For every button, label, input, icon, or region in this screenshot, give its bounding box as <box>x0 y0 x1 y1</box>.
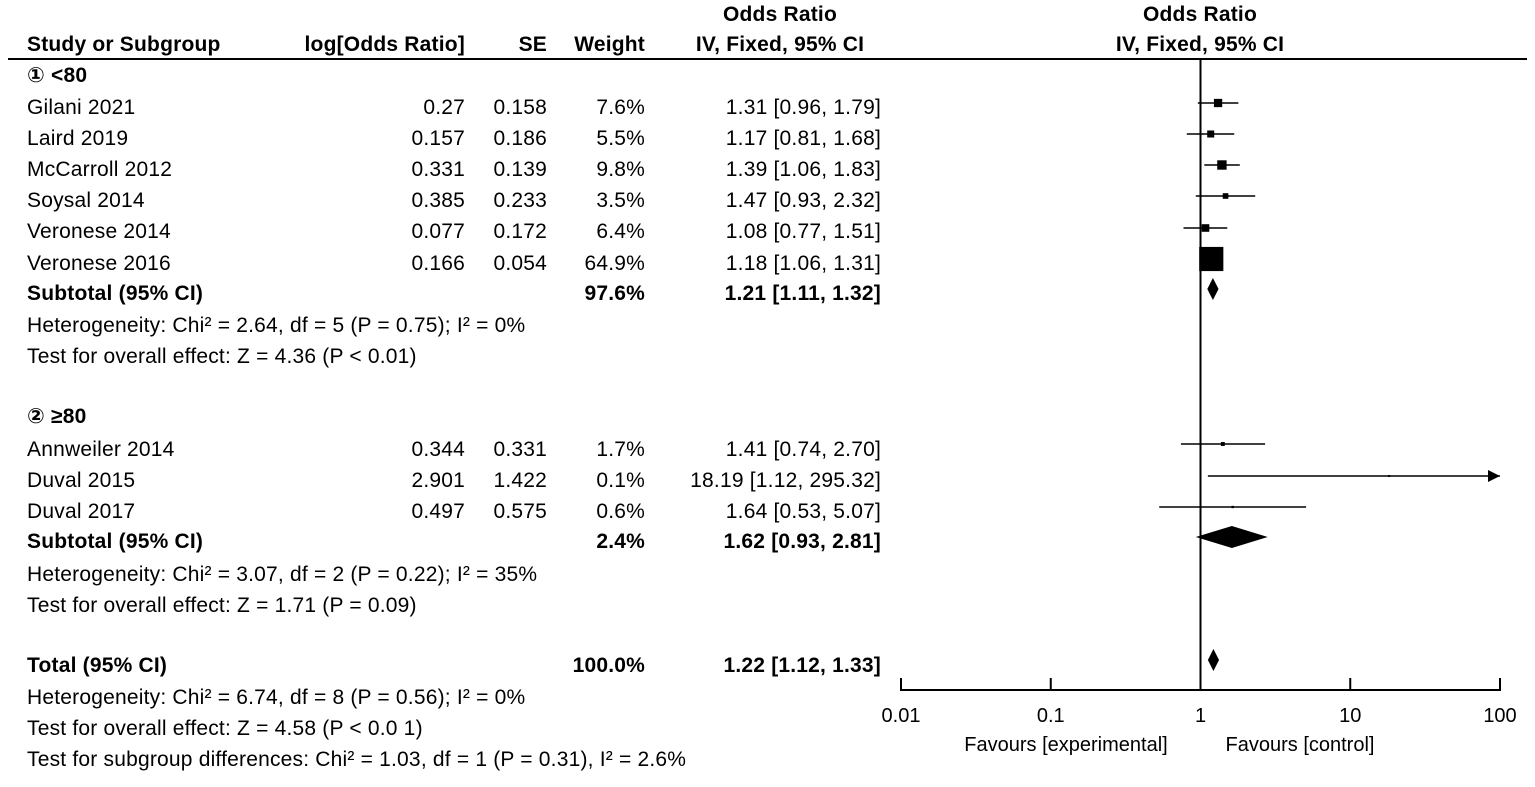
subtotal-ci: 1.21 [1.11, 1.32] <box>724 282 881 305</box>
point-estimate <box>1199 247 1223 271</box>
ci-arrow <box>1488 470 1500 482</box>
study-se: 0.233 <box>493 189 547 212</box>
header-study: Study or Subgroup <box>27 33 221 56</box>
study-weight: 7.6% <box>596 96 645 119</box>
study-weight: 9.8% <box>596 158 645 181</box>
study-name: Duval 2015 <box>27 469 136 492</box>
study-log-or: 0.077 <box>411 220 465 243</box>
study-weight: 1.7% <box>596 438 645 461</box>
study-se: 0.139 <box>493 158 547 181</box>
total-weight: 100.0% <box>572 654 645 677</box>
study-ci: 1.64 [0.53, 5.07] <box>725 500 881 523</box>
x-tick-label: 1 <box>1194 705 1207 727</box>
point-estimate <box>1217 160 1226 169</box>
study-name: McCarroll 2012 <box>27 158 173 181</box>
header-log-or: log[Odds Ratio] <box>304 33 465 56</box>
study-name: Gilani 2021 <box>27 96 136 119</box>
study-weight: 5.5% <box>596 127 645 150</box>
favours-left-label: Favours [experimental] <box>964 734 1168 756</box>
study-name: Veronese 2016 <box>27 252 171 275</box>
subtotal-weight: 2.4% <box>596 530 645 553</box>
total-label: Total (95% CI) <box>27 654 168 677</box>
study-log-or: 0.344 <box>411 438 465 461</box>
study-se: 1.422 <box>493 469 547 492</box>
study-log-or: 0.166 <box>411 252 465 275</box>
subtotal-weight: 97.6% <box>584 282 645 305</box>
study-name: Soysal 2014 <box>27 189 145 212</box>
header-plot-title: Odds Ratio <box>1142 3 1257 26</box>
study-name: Duval 2017 <box>27 500 136 523</box>
study-se: 0.054 <box>493 252 547 275</box>
study-log-or: 0.27 <box>423 96 465 119</box>
study-weight: 64.9% <box>584 252 645 275</box>
point-estimate <box>1388 475 1390 477</box>
x-tick-label: 0.01 <box>881 705 921 727</box>
favours-right-label: Favours [control] <box>1225 734 1375 756</box>
study-weight: 0.1% <box>596 469 645 492</box>
total-overall-effect-text: Test for overall effect: Z = 4.58 (P < 0.0 1) <box>27 717 423 740</box>
point-estimate <box>1214 99 1222 107</box>
subtotal-diamond <box>1207 278 1218 300</box>
plot-marks <box>1159 99 1500 671</box>
study-ci: 18.19 [1.12, 295.32] <box>690 469 881 492</box>
study-ci: 1.08 [0.77, 1.51] <box>725 220 881 243</box>
subgroup-differences-text: Test for subgroup differences: Chi² = 1.03, df = 1 (P = 0.31), I² = 2.6% <box>27 748 687 771</box>
study-ci: 1.31 [0.96, 1.79] <box>725 96 881 119</box>
overall-effect-text: Test for overall effect: Z = 1.71 (P = 0.09) <box>27 594 417 617</box>
point-estimate <box>1202 224 1210 232</box>
study-ci: 1.39 [1.06, 1.83] <box>725 158 881 181</box>
subtotal-ci: 1.62 [0.93, 2.81] <box>723 530 881 553</box>
total-ci: 1.22 [1.12, 1.33] <box>723 654 881 677</box>
study-name: Veronese 2014 <box>27 220 171 243</box>
study-se: 0.331 <box>493 438 547 461</box>
study-log-or: 2.901 <box>411 469 465 492</box>
study-weight: 6.4% <box>596 220 645 243</box>
total-diamond <box>1208 649 1219 671</box>
header-or-method: IV, Fixed, 95% CI <box>695 33 865 56</box>
header-weight: Weight <box>574 33 645 56</box>
subtotal-label: Subtotal (95% CI) <box>27 530 204 553</box>
heterogeneity-text: Heterogeneity: Chi² = 2.64, df = 5 (P = 0.75); I² = 0% <box>27 314 526 337</box>
group-2-label: ② ≥80 <box>27 405 87 428</box>
heterogeneity-text: Heterogeneity: Chi² = 3.07, df = 2 (P = 0.22); I² = 35% <box>27 563 538 586</box>
study-name: Laird 2019 <box>27 127 129 150</box>
study-ci: 1.17 [0.81, 1.68] <box>725 127 881 150</box>
subtotal-diamond <box>1196 526 1268 548</box>
study-log-or: 0.331 <box>411 158 465 181</box>
study-weight: 0.6% <box>596 500 645 523</box>
study-weight: 3.5% <box>596 189 645 212</box>
x-tick-label: 100 <box>1483 705 1517 727</box>
study-ci: 1.41 [0.74, 2.70] <box>725 438 881 461</box>
x-tick-label: 10 <box>1339 705 1362 727</box>
point-estimate <box>1223 193 1229 199</box>
study-se: 0.172 <box>493 220 547 243</box>
group-1-label: ① <80 <box>27 64 88 87</box>
total-heterogeneity-text: Heterogeneity: Chi² = 6.74, df = 8 (P = 0.56); I² = 0% <box>27 686 526 709</box>
point-estimate <box>1221 442 1225 446</box>
study-se: 0.158 <box>493 96 547 119</box>
study-se: 0.186 <box>493 127 547 150</box>
study-log-or: 0.497 <box>411 500 465 523</box>
study-ci: 1.18 [1.06, 1.31] <box>725 252 881 275</box>
header-se: SE <box>518 33 547 56</box>
study-log-or: 0.157 <box>411 127 465 150</box>
subtotal-label: Subtotal (95% CI) <box>27 282 204 305</box>
x-tick-label: 0.1 <box>1036 705 1065 727</box>
overall-effect-text: Test for overall effect: Z = 4.36 (P < 0.01) <box>27 345 417 368</box>
x-axis-ticks <box>882 678 1517 727</box>
study-ci: 1.47 [0.93, 2.32] <box>725 189 881 212</box>
header-plot-method: IV, Fixed, 95% CI <box>1115 33 1285 56</box>
study-name: Annweiler 2014 <box>27 438 175 461</box>
header-or-title: Odds Ratio <box>722 3 837 26</box>
point-estimate <box>1232 506 1234 508</box>
study-se: 0.575 <box>493 500 547 523</box>
point-estimate <box>1207 130 1214 137</box>
study-log-or: 0.385 <box>411 189 465 212</box>
